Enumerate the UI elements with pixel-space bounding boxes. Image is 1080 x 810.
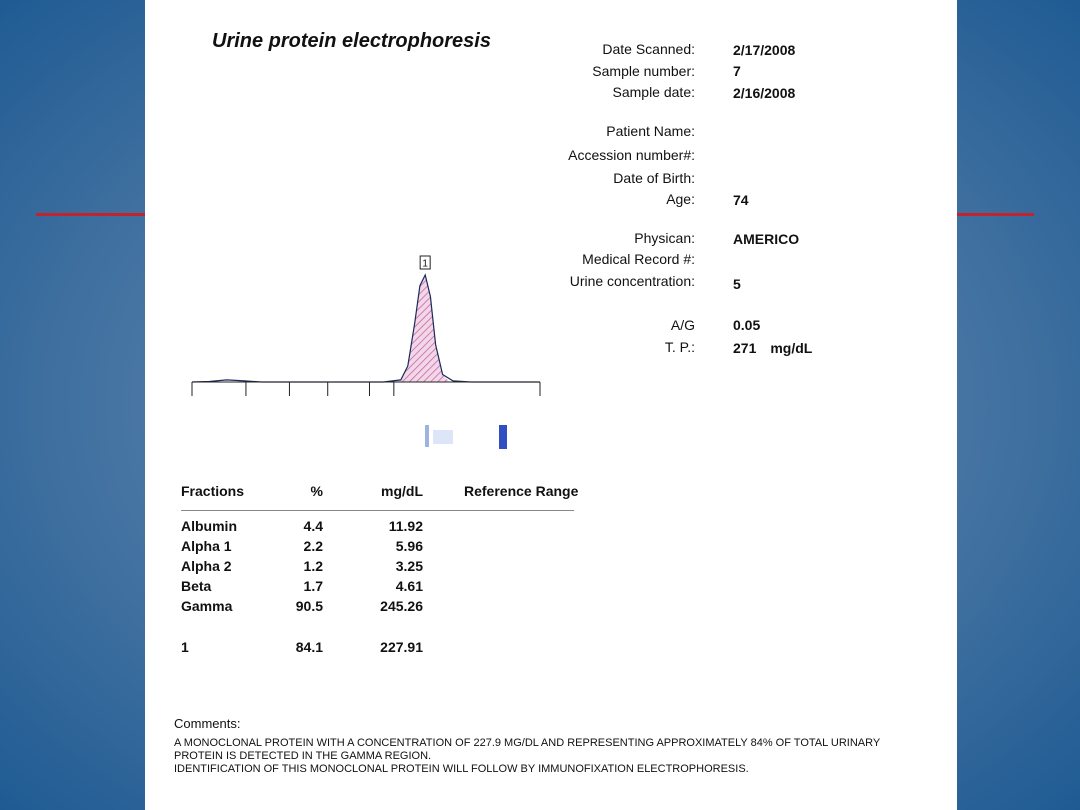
info-label-sample-number: Sample number:: [592, 63, 695, 79]
fraction-percent: 2.2: [303, 538, 323, 554]
info-value-urine-concentration: 5: [733, 276, 741, 292]
info-value-date-scanned: 2/17/2008: [733, 42, 796, 58]
right-red-divider: [956, 213, 1034, 216]
header-rule: [181, 510, 574, 511]
info-value-total-protein: [733, 340, 812, 356]
gel-band-gamma: [499, 425, 507, 449]
info-label-physician: Physican:: [634, 230, 695, 246]
fraction-percent: 4.4: [303, 518, 323, 534]
comment-line: PROTEIN IS DETECTED IN THE GAMMA REGION.: [174, 750, 432, 762]
info-label-sample-date: Sample date:: [612, 84, 695, 100]
fraction-boundary-ticks: [192, 382, 540, 396]
peak-marker-label: 1: [422, 258, 428, 270]
header-fractions: Fractions: [181, 483, 245, 499]
gel-band-albumin: [425, 425, 429, 447]
info-value-age: 74: [733, 192, 749, 208]
fraction-name: 1: [181, 639, 189, 655]
info-value-sample-date: 2/16/2008: [733, 85, 796, 101]
info-value-sample-number: 7: [733, 63, 741, 79]
info-label-age: Age:: [666, 191, 695, 207]
fraction-percent: 90.5: [295, 598, 323, 614]
fraction-mgdl: 3.25: [395, 558, 423, 574]
report-page: [145, 0, 957, 810]
fraction-name: Alpha 1: [181, 538, 232, 554]
densitometry-trace: [192, 275, 540, 382]
fraction-name: Alpha 2: [181, 558, 232, 574]
fraction-mgdl: 227.91: [380, 639, 423, 655]
info-label-date-of-birth: Date of Birth:: [613, 170, 695, 186]
fraction-percent: 84.1: [295, 639, 323, 655]
fraction-name: Gamma: [181, 598, 233, 614]
info-label-ag-ratio: A/G: [670, 317, 695, 333]
total-protein-unit: mg/dL: [770, 340, 813, 356]
fraction-mgdl: 5.96: [395, 538, 423, 554]
info-label-urine-concentration: Urine concentration:: [569, 273, 695, 289]
info-label-accession-number: Accession number#:: [568, 147, 695, 163]
left-red-divider: [36, 213, 146, 216]
info-label-patient-name: Patient Name:: [606, 123, 695, 139]
report-title: Urine protein electrophoresis: [212, 30, 491, 52]
comments-section: [174, 716, 934, 776]
total-protein-number: 271: [733, 340, 757, 356]
fraction-name: Albumin: [181, 518, 237, 534]
fraction-percent: 1.2: [303, 558, 323, 574]
info-value-physician: AMERICO: [733, 231, 800, 247]
electropherogram-chart: [185, 245, 555, 460]
info-label-total-protein: T. P.:: [664, 339, 695, 355]
header-reference-range: Reference Range: [464, 483, 579, 499]
fraction-mgdl: 4.61: [395, 578, 423, 594]
comment-line: IDENTIFICATION OF THIS MONOCLONAL PROTEIN WILL FOLLOW BY IMMUNOFIXATION ELECTROPHORESIS.: [174, 763, 749, 775]
info-label-date-scanned: Date Scanned:: [602, 41, 695, 57]
fraction-percent: 1.7: [303, 578, 323, 594]
info-label-medical-record: Medical Record #:: [582, 251, 695, 267]
header-mgdl: mg/dL: [381, 483, 423, 499]
gel-smear: [433, 430, 453, 444]
gel-strip: [425, 425, 507, 449]
info-value-ag-ratio: 0.05: [733, 317, 761, 333]
comments-label: Comments:: [174, 716, 241, 731]
fraction-mgdl: 245.26: [380, 598, 423, 614]
fraction-mgdl: 11.92: [388, 518, 423, 534]
header-percent: %: [310, 483, 323, 499]
comment-line: A MONOCLONAL PROTEIN WITH A CONCENTRATION OF 227.9 MG/DL AND REPRESENTING APPROXIMATELY 84% OF TOTAL URINARY: [174, 737, 881, 749]
fraction-name: Beta: [181, 578, 212, 594]
